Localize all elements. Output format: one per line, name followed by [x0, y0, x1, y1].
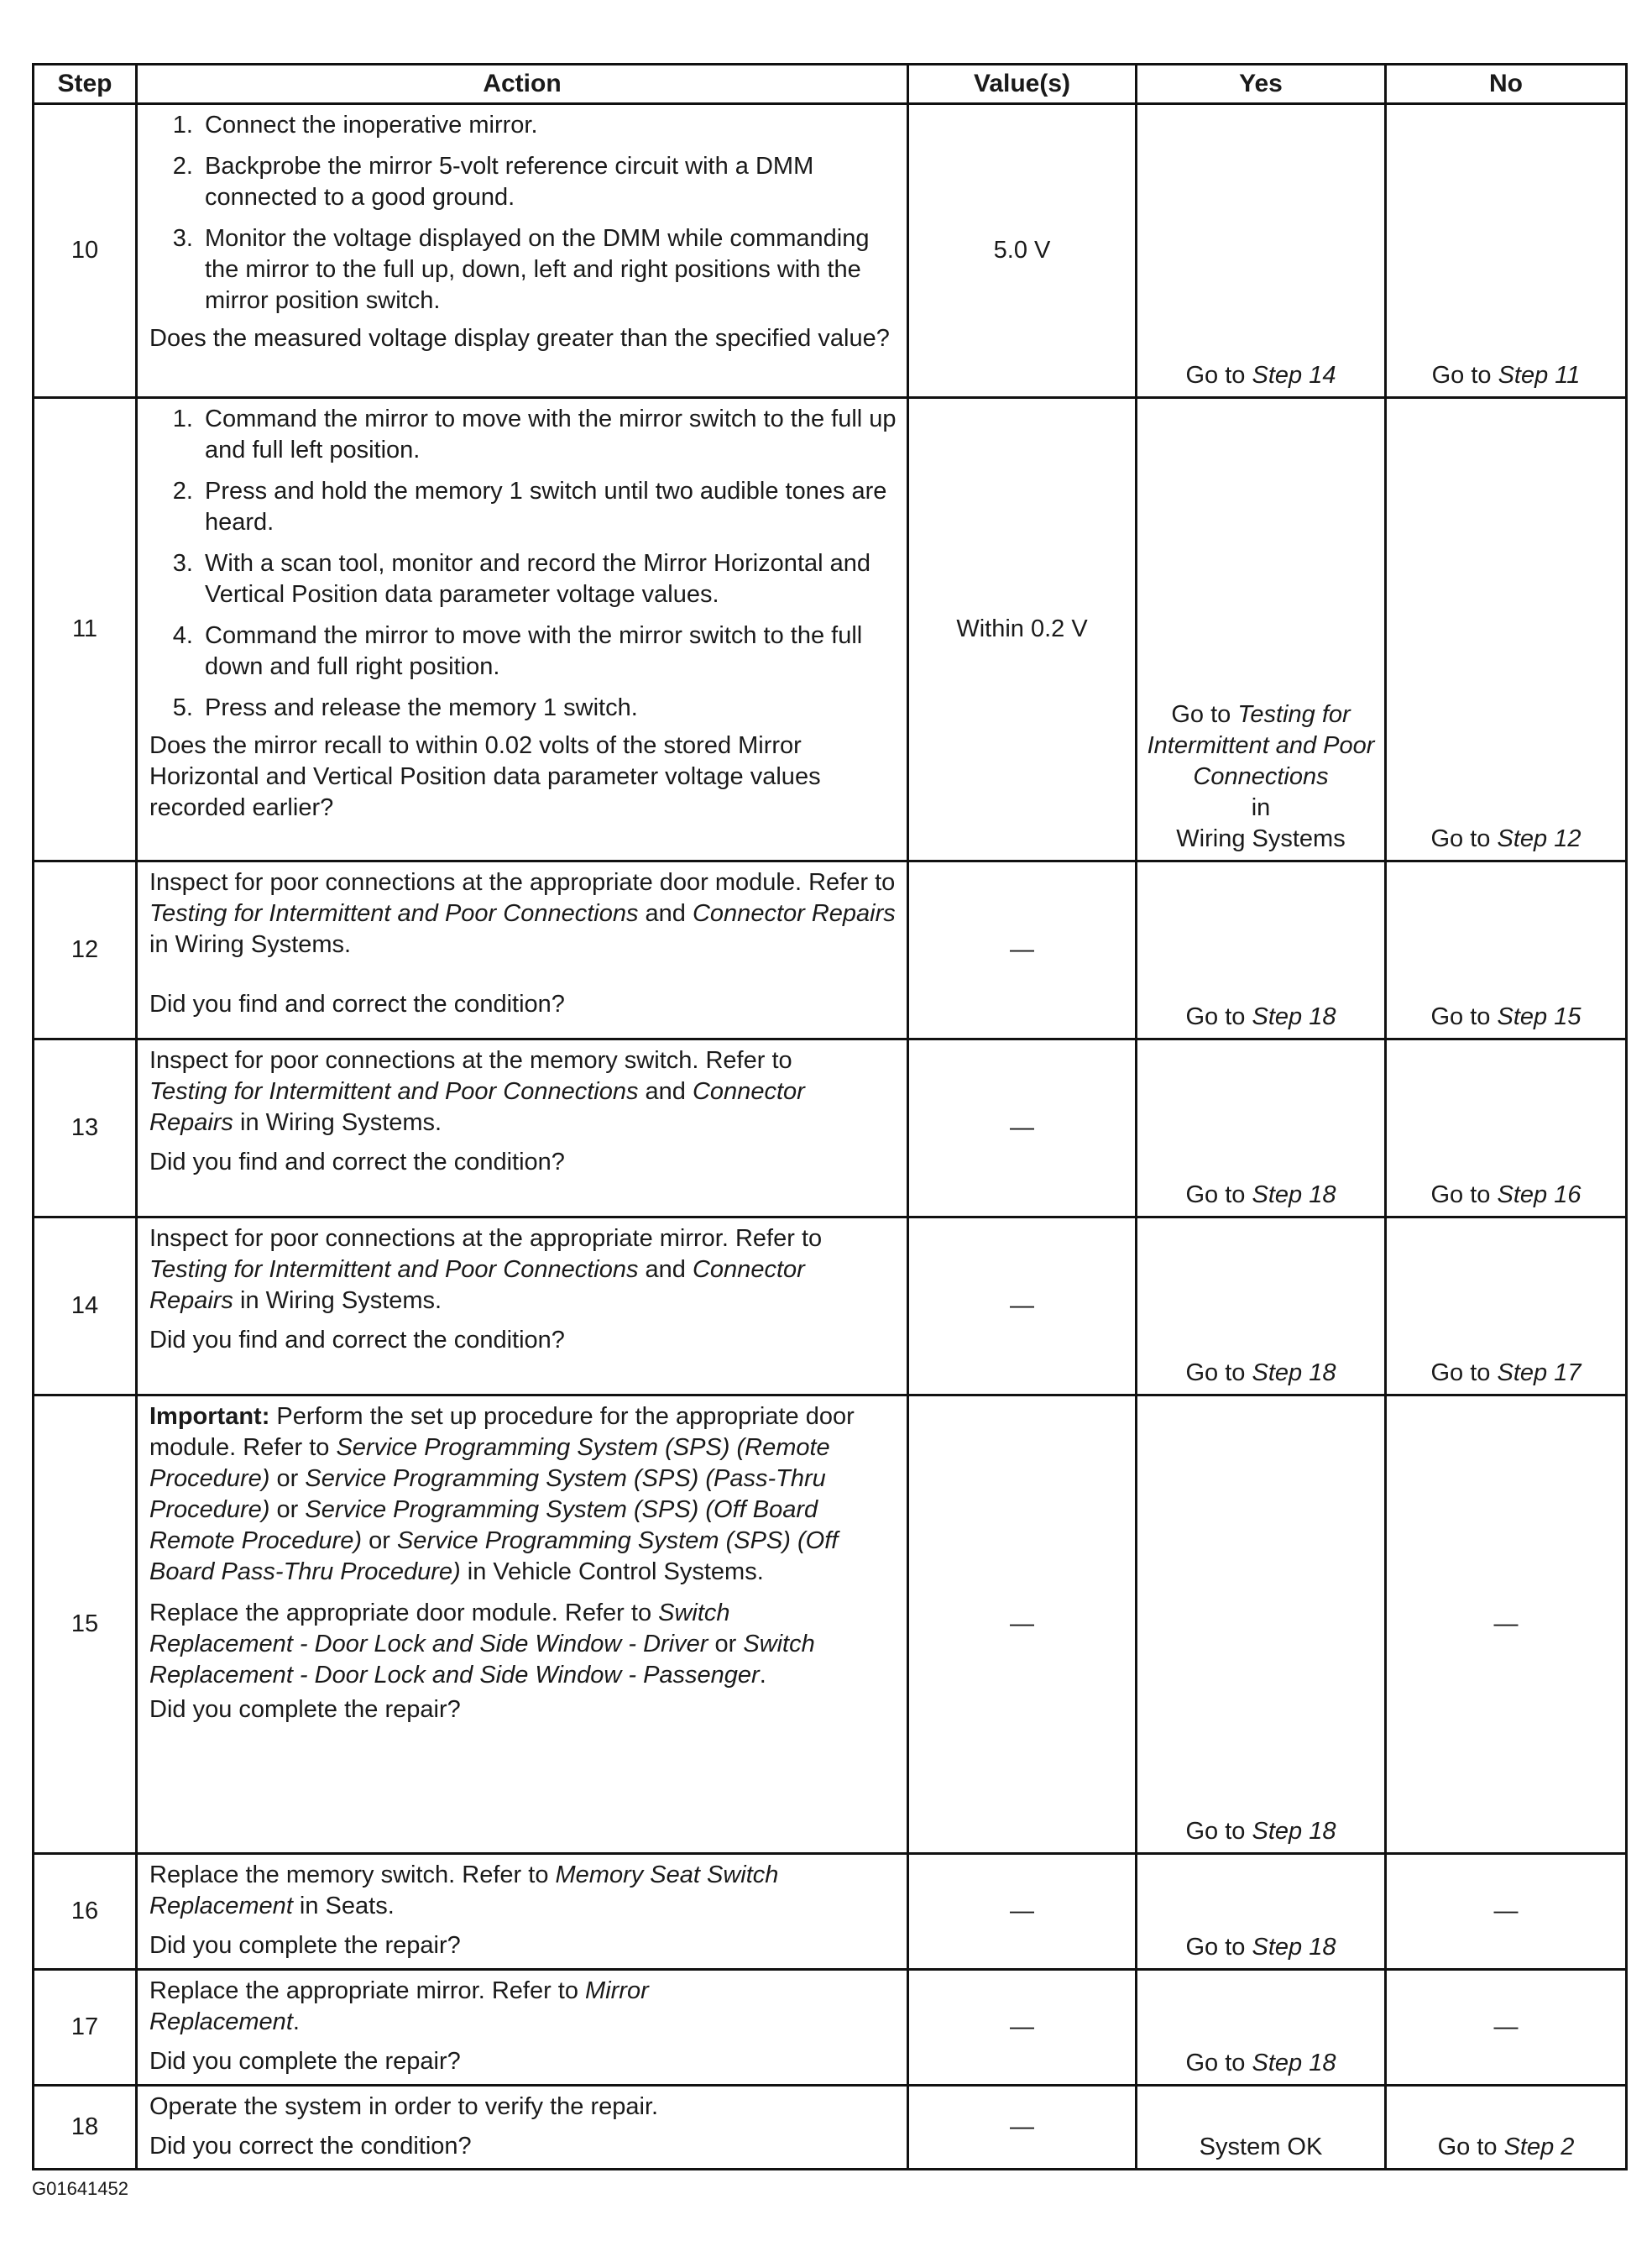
no-prefix: Go to: [1430, 1181, 1498, 1208]
action-cell: [137, 1217, 908, 1395]
action-text: [149, 867, 898, 961]
text-span: in Wiring Systems.: [233, 1287, 442, 1314]
header-step: Step: [34, 65, 137, 104]
table-row-step-17: [34, 1970, 1627, 2086]
no-step-link[interactable]: Step 15: [1497, 1003, 1581, 1030]
value-cell: —: [908, 1970, 1137, 2086]
action-item: 1. Command the mirror to move with the mirror switch to the full up and full left position.: [200, 404, 898, 466]
yes-cell: [1137, 1217, 1386, 1395]
no-cell: [1386, 861, 1627, 1039]
no-cell: [1386, 104, 1627, 398]
text-span: and: [638, 1256, 693, 1283]
value-cell: —: [908, 1039, 1137, 1217]
text-span: or: [708, 1631, 744, 1657]
doc-link[interactable]: Switch Replacement - Door Lock and Side Window - Driver: [149, 1600, 730, 1657]
table-row-step-12: [34, 861, 1627, 1039]
action-question: Did you complete the repair?: [149, 1696, 461, 1723]
no-cell: [1386, 2086, 1627, 2170]
table-row-step-15: [34, 1395, 1627, 1854]
text-span: and: [638, 900, 693, 927]
doc-link[interactable]: Connector Repairs: [149, 1256, 805, 1314]
action-cell: [137, 1395, 908, 1854]
text-span: Replace the appropriate door module. Refer to: [149, 1600, 659, 1626]
table-row-step-10: [34, 104, 1627, 398]
table-row-step-14: [34, 1217, 1627, 1395]
action-text: [149, 1976, 737, 2038]
action-item: 3. With a scan tool, monitor and record the Mirror Horizontal and Vertical Position data parameter voltage values.: [200, 548, 898, 610]
header-yes: Yes: [1137, 65, 1386, 104]
table-row-step-16: [34, 1854, 1627, 1970]
diagnostic-table-container: [32, 63, 1625, 2170]
action-item: 4. Command the mirror to move with the mirror switch to the full down and full right position.: [200, 620, 898, 683]
action-question: Did you find and correct the condition?: [149, 991, 565, 1018]
action-question: Did you find and correct the condition?: [149, 1149, 565, 1176]
yes-prefix: Go to: [1185, 1003, 1252, 1030]
text-span: .: [759, 1662, 766, 1689]
step-number: 10: [34, 104, 137, 398]
step-number: 11: [34, 398, 137, 861]
value-cell: —: [908, 2086, 1137, 2170]
action-cell: [137, 861, 908, 1039]
action-question: Did you complete the repair?: [149, 1932, 461, 1959]
no-step-link[interactable]: Step 11: [1498, 362, 1581, 389]
action-question: Did you find and correct the condition?: [149, 1327, 565, 1354]
text-span: in Vehicle Control Systems.: [460, 1558, 764, 1585]
action-steps: [149, 404, 898, 724]
action-text: [149, 1860, 898, 1922]
action-question: Did you complete the repair?: [149, 2048, 461, 2075]
yes-prefix: Go to: [1185, 1359, 1252, 1386]
text-span: Replace the appropriate mirror. Refer to: [149, 1977, 586, 2004]
action-cell: [137, 1854, 908, 1970]
doc-link[interactable]: Service Programming System (SPS) (Off Board Pass-Thru Procedure): [149, 1527, 839, 1585]
yes-cell: [1137, 104, 1386, 398]
no-cell: —: [1386, 1970, 1627, 2086]
value-cell: —: [908, 861, 1137, 1039]
yes-suffix: Wiring Systems: [1176, 825, 1346, 852]
action-question: Does the mirror recall to within 0.02 volts of the stored Mirror Horizontal and Vertical Position data parameter voltage values recorded earlier?: [149, 732, 821, 821]
text-span: and: [638, 1078, 693, 1105]
text-span: or: [269, 1496, 306, 1523]
action-text: Operate the system in order to verify the repair.: [149, 2093, 659, 2120]
header-row: [34, 65, 1627, 104]
step-number: 15: [34, 1395, 137, 1854]
text-span: in Wiring Systems.: [233, 1109, 442, 1136]
no-prefix: Go to: [1430, 1359, 1498, 1386]
important-note: [149, 1401, 871, 1588]
no-step-link[interactable]: Step 2: [1503, 2134, 1575, 2160]
yes-doc-link[interactable]: Testing for Intermittent and Poor Connections: [1147, 701, 1375, 790]
yes-step-link[interactable]: Step 18: [1252, 1818, 1336, 1845]
header-no: No: [1386, 65, 1627, 104]
action-question: Did you correct the condition?: [149, 2133, 472, 2160]
no-cell: [1386, 1039, 1627, 1217]
no-cell: [1386, 398, 1627, 861]
doc-link[interactable]: Testing for Intermittent and Poor Connections: [149, 1078, 639, 1105]
text-span: Replace the memory switch. Refer to: [149, 1861, 556, 1888]
header-values: Value(s): [908, 65, 1137, 104]
yes-cell: System OK: [1137, 2086, 1386, 2170]
value-cell: —: [908, 1854, 1137, 1970]
step-number: 13: [34, 1039, 137, 1217]
no-prefix: Go to: [1430, 825, 1498, 852]
no-prefix: Go to: [1437, 2134, 1504, 2160]
doc-link[interactable]: Connector Repairs: [692, 900, 896, 927]
no-cell: [1386, 1217, 1627, 1395]
step-number: 12: [34, 861, 137, 1039]
yes-cell: [1137, 1854, 1386, 1970]
table-row-step-11: [34, 398, 1627, 861]
yes-prefix: Go to: [1185, 362, 1252, 389]
value-cell: 5.0 V: [908, 104, 1137, 398]
yes-in: in: [1251, 794, 1271, 821]
yes-prefix: Go to: [1185, 1181, 1252, 1208]
doc-link[interactable]: Service Programming System (SPS) (Remote Procedure): [149, 1434, 830, 1492]
doc-link[interactable]: Testing for Intermittent and Poor Connections: [149, 1256, 639, 1283]
doc-link[interactable]: Mirror Replacement: [149, 1977, 649, 2035]
yes-step-link[interactable]: Step 18: [1252, 1003, 1336, 1030]
action-item: 3. Monitor the voltage displayed on the DMM while commanding the mirror to the full up, down, left and right positions with the mirror position switch.: [200, 223, 898, 317]
text-span: or: [269, 1465, 306, 1492]
text-span: .: [292, 2008, 300, 2035]
replace-instruction: [149, 1598, 871, 1691]
important-label: Important:: [149, 1403, 270, 1430]
text-span: in Wiring Systems.: [149, 931, 352, 958]
doc-link[interactable]: Testing for Intermittent and Poor Connections: [149, 900, 639, 927]
text-span: Inspect for poor connections at the appropriate door module. Refer to: [149, 869, 896, 896]
yes-cell: [1137, 398, 1386, 861]
yes-step-link[interactable]: Step 14: [1252, 362, 1336, 389]
no-step-link[interactable]: Step 12: [1497, 825, 1581, 852]
yes-step-link[interactable]: Step 18: [1252, 1934, 1336, 1961]
no-step-link[interactable]: Step 16: [1497, 1181, 1581, 1208]
yes-step-link[interactable]: Step 18: [1252, 1181, 1336, 1208]
yes-cell: [1137, 1395, 1386, 1854]
no-prefix: Go to: [1431, 362, 1498, 389]
action-cell: [137, 398, 908, 861]
doc-link[interactable]: Connector Repairs: [149, 1078, 805, 1136]
action-item: 1. Connect the inoperative mirror.: [200, 110, 898, 141]
action-cell: [137, 104, 908, 398]
action-cell: [137, 1039, 908, 1217]
no-cell: —: [1386, 1854, 1627, 1970]
action-item: 2. Backprobe the mirror 5-volt reference circuit with a DMM connected to a good ground.: [200, 151, 898, 213]
action-item: 5. Press and release the memory 1 switch.: [200, 693, 898, 724]
text-span: Inspect for poor connections at the appropriate mirror. Refer to: [149, 1225, 823, 1252]
value-cell: —: [908, 1217, 1137, 1395]
table-row-step-13: [34, 1039, 1627, 1217]
doc-link[interactable]: Service Programming System (SPS) (Off Board Remote Procedure): [149, 1496, 818, 1554]
step-number: 17: [34, 1970, 137, 2086]
no-step-link[interactable]: Step 17: [1497, 1359, 1581, 1386]
text-span: Inspect for poor connections at the memory switch. Refer to: [149, 1047, 792, 1074]
diagnostic-table: [32, 63, 1628, 2170]
action-question: Does the measured voltage display greater than the specified value?: [149, 325, 890, 352]
doc-link[interactable]: Service Programming System (SPS) (Pass-Thru Procedure): [149, 1465, 826, 1523]
yes-step-link[interactable]: Step 18: [1252, 2050, 1336, 2076]
step-number: 18: [34, 2086, 137, 2170]
no-cell: —: [1386, 1395, 1627, 1854]
yes-step-link[interactable]: Step 18: [1252, 1359, 1336, 1386]
yes-prefix: Go to: [1185, 2050, 1252, 2076]
yes-prefix: Go to: [1185, 1934, 1252, 1961]
value-cell: Within 0.2 V: [908, 398, 1137, 861]
yes-cell: [1137, 1039, 1386, 1217]
yes-cell: [1137, 861, 1386, 1039]
text-span: or: [362, 1527, 397, 1554]
value-cell: —: [908, 1395, 1137, 1854]
text-span: in Seats.: [292, 1893, 395, 1919]
yes-prefix: Go to: [1185, 1818, 1252, 1845]
action-text: [149, 1223, 871, 1317]
action-text: [149, 1045, 871, 1139]
yes-prefix: Go to: [1171, 701, 1238, 728]
header-action: Action: [137, 65, 908, 104]
doc-link[interactable]: Switch Replacement - Door Lock and Side Window - Passenger: [149, 1631, 815, 1689]
action-cell: [137, 2086, 908, 2170]
figure-id: G01641452: [32, 2178, 128, 2199]
action-cell: [137, 1970, 908, 2086]
step-number: 16: [34, 1854, 137, 1970]
table-row-step-18: [34, 2086, 1627, 2170]
doc-link[interactable]: Memory Seat Switch Replacement: [149, 1861, 779, 1919]
step-number: 14: [34, 1217, 137, 1395]
action-item: 2. Press and hold the memory 1 switch until two audible tones are heard.: [200, 476, 898, 538]
no-prefix: Go to: [1430, 1003, 1498, 1030]
yes-cell: [1137, 1970, 1386, 2086]
action-steps: [149, 110, 898, 317]
text-span: Perform the set up procedure for the appropriate door module. Refer to: [149, 1403, 855, 1461]
